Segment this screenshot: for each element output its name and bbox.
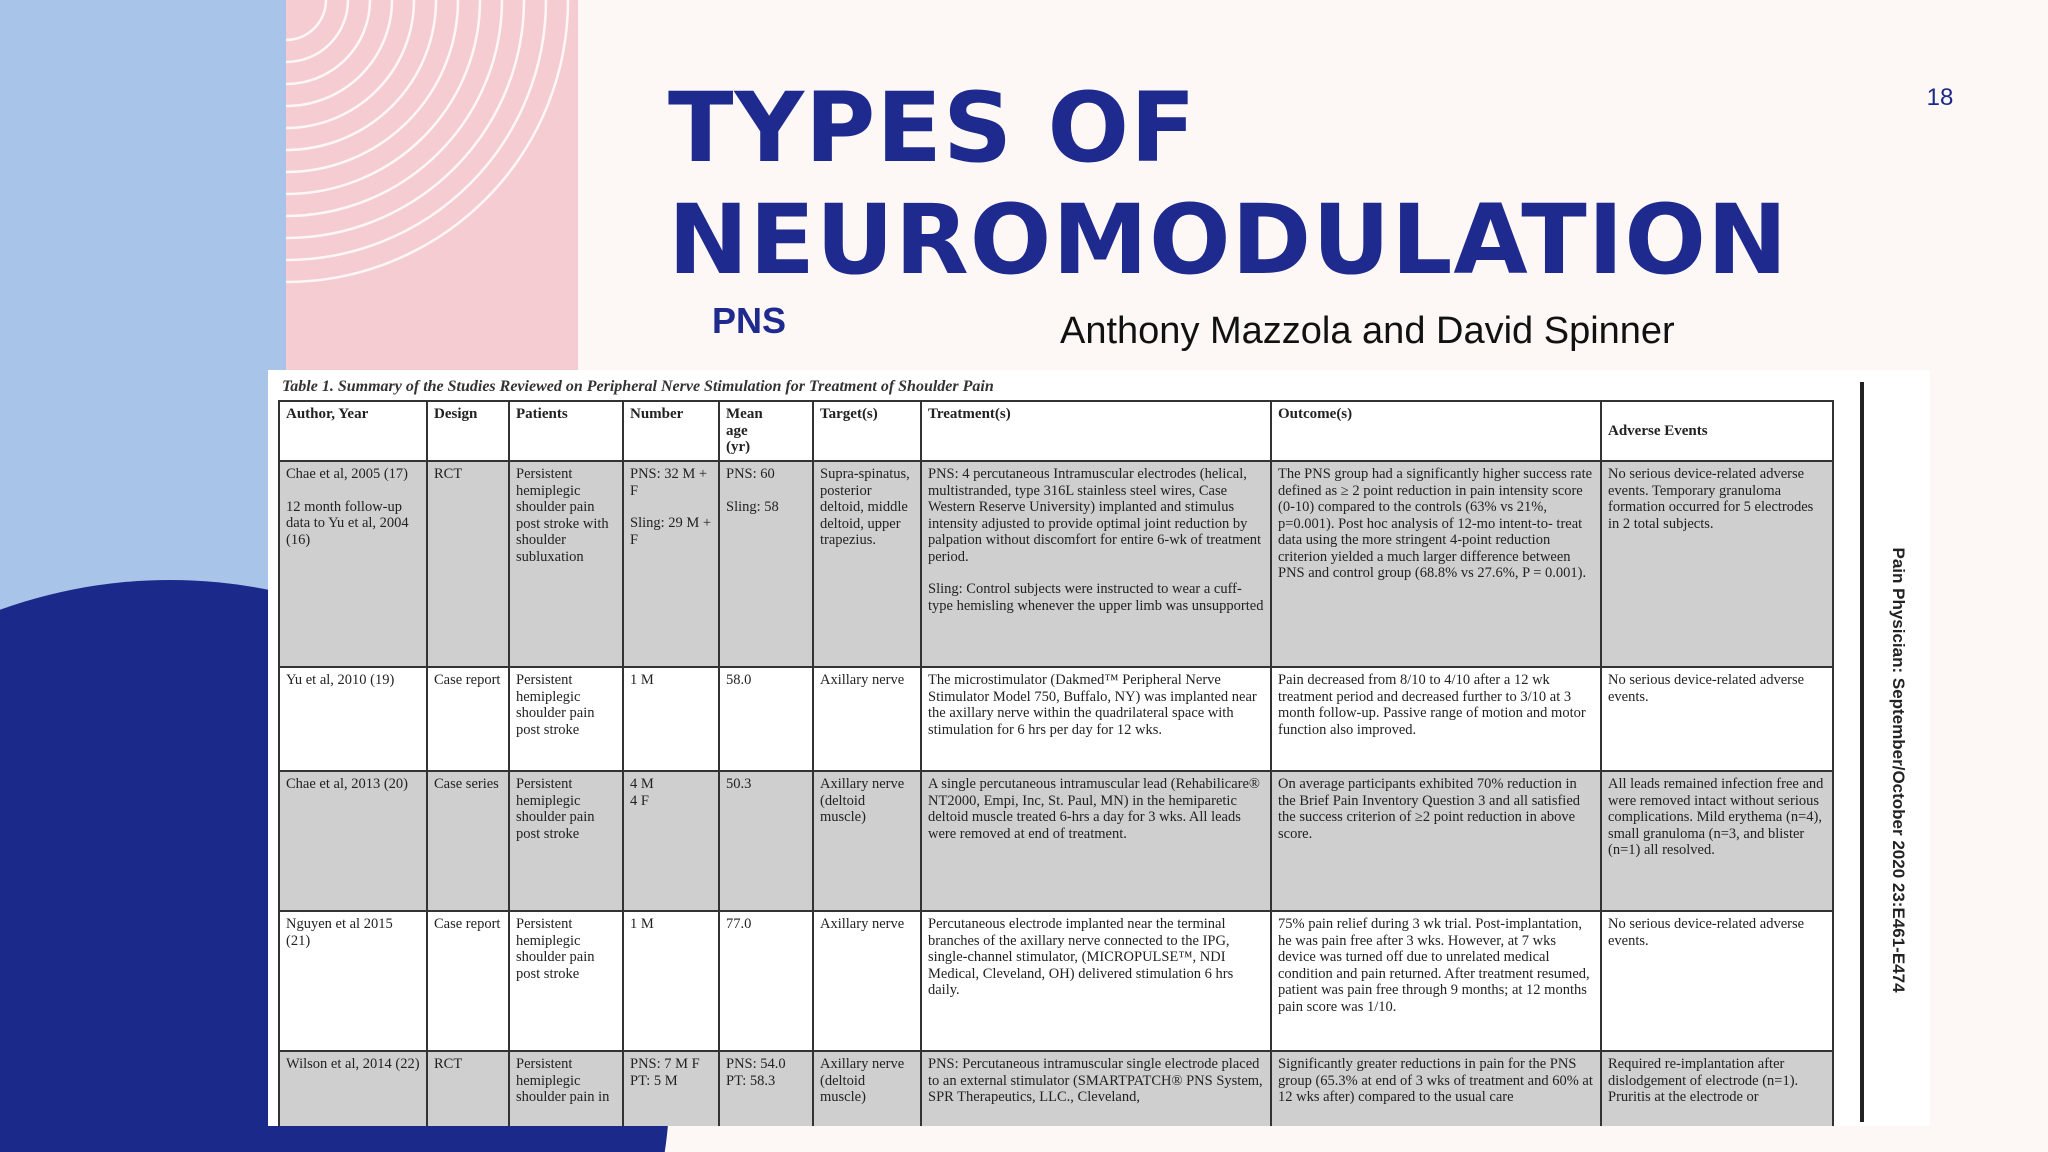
journal-citation-text: Pain Physician: September/October 2020 23:E461-E474 xyxy=(1889,547,1908,993)
cell-outcome: 75% pain relief during 3 wk trial. Post-implantation, he was pain free after 3 wks. However, at 7 wks device was turned off due to unrelated medical condition and pain returned. After treatment resumed, patient was pain free through 9 months; at 12 months pain score was 1/10. xyxy=(1271,911,1601,1051)
cell-outcome: Pain decreased from 8/10 to 4/10 after a 12 wk treatment period and decreased further to 3/10 at 3 month follow-up. Passive range of motion and motor function also improved. xyxy=(1271,667,1601,771)
header-age-line-1: Mean xyxy=(726,406,763,422)
cell-number-a: PNS: 7 M F xyxy=(630,1056,700,1072)
cell-outcome: On average participants exhibited 70% reduction in the Brief Pain Inventory Question 3 and all satisfied the success criterion of ≥2 point reduction in above score. xyxy=(1271,771,1601,911)
slide-title xyxy=(668,72,1948,296)
cell-age-b: PT: 58.3 xyxy=(726,1072,776,1089)
cell-age xyxy=(719,461,813,667)
cell-treatment: PNS: Percutaneous intramuscular single electrode placed to an external stimulator (SMARTPATCH® PNS System, SPR Therapeutics, LLC., Cleveland, xyxy=(921,1051,1271,1126)
cell-adverse: No serious device-related adverse events. xyxy=(1601,911,1833,1051)
cell-number xyxy=(623,461,719,667)
page-number: 18 xyxy=(1926,84,1954,111)
cell-age: 58.0 xyxy=(719,667,813,771)
table-row xyxy=(279,911,1833,1051)
title-line-1: TYPES OF xyxy=(668,72,1197,184)
cell-author: Chae et al, 2013 (20) xyxy=(279,771,427,911)
cell-adverse: No serious device-related adverse events. xyxy=(1601,667,1833,771)
cell-number: 1 M xyxy=(623,911,719,1051)
header-adverse: Adverse Events xyxy=(1601,401,1833,461)
header-patients: Patients xyxy=(509,401,623,461)
studies-table xyxy=(278,400,1834,1126)
cell-target: Axillary nerve xyxy=(813,911,921,1051)
cell-design: Case report xyxy=(427,667,509,771)
cell-design: RCT xyxy=(427,1051,509,1126)
cell-number xyxy=(623,771,719,911)
table-row xyxy=(279,461,1833,667)
cell-author: Nguyen et al 2015 (21) xyxy=(279,911,427,1051)
cell-adverse: No serious device-related adverse events. Temporary granuloma formation occurred for 5 electrodes in 2 total subjects. xyxy=(1601,461,1833,667)
slide-authors: Anthony Mazzola and David Spinner xyxy=(1060,310,1675,352)
cell-age: 77.0 xyxy=(719,911,813,1051)
cell-treatment: The microstimulator (Dakmed™ Peripheral Nerve Stimulator Model 750, Buffalo, NY) was implanted near the axillary nerve within the quadrilateral space with stimulation for 6 hrs per day for 12 wks. xyxy=(921,667,1271,771)
header-treatment: Treatment(s) xyxy=(921,401,1271,461)
cell-number-b: Sling: 29 M + F xyxy=(630,515,712,548)
journal-citation xyxy=(1889,547,1918,993)
cell-target: Axillary nerve (deltoid muscle) xyxy=(813,771,921,911)
cell-outcome: The PNS group had a significantly higher success rate defined as ≥ 2 point reduction in pain intensity score (0-10) compared to the controls (63% vs 21%, p=0.001). Post hoc analysis of 12-mo intent-to- treat data using the more stringent 4-point reduction criterion yielded a much larger difference between PNS and control group (68.8% vs 27.6%, P = 0.001). xyxy=(1271,461,1601,667)
cell-patients: Persistent hemiplegic shoulder pain post stroke xyxy=(509,771,623,911)
cell-treatment-b: Sling: Control subjects were instructed to wear a cuff-type hemisling whenever the upper limb was unsupported xyxy=(928,581,1264,614)
header-target: Target(s) xyxy=(813,401,921,461)
cell-treatment-a: PNS: 4 percutaneous Intramuscular electrodes (helical, multistranded, type 316L stainless steel wires, Case Western Reserve University) implanted and stimulus intensity adjusted to provide optimal joint reduction by palpation without discomfort for entire 6-wk of treatment period. xyxy=(928,466,1262,565)
concentric-arcs-decoration xyxy=(286,0,578,420)
table-image xyxy=(268,370,1930,1126)
cell-target: Supra-spinatus, posterior deltoid, middle deltoid, upper trapezius. xyxy=(813,461,921,667)
header-age-line-2: age xyxy=(726,422,748,439)
header-outcome: Outcome(s) xyxy=(1271,401,1601,461)
cell-number-b: 4 F xyxy=(630,792,649,809)
cell-number-b: PT: 5 M xyxy=(630,1072,678,1089)
cell-author: Wilson et al, 2014 (22) xyxy=(279,1051,427,1126)
header-author: Author, Year xyxy=(279,401,427,461)
cell-adverse: Required re-implantation after dislodgement of electrode (n=1). Pruritis at the electrode or xyxy=(1601,1051,1833,1126)
cell-author-primary: Chae et al, 2005 (17) xyxy=(286,466,409,482)
header-design: Design xyxy=(427,401,509,461)
slide-subtitle: PNS xyxy=(712,300,787,341)
cell-outcome: Significantly greater reductions in pain for the PNS group (65.3% at end of 3 wks of treatment and 60% at 12 wks after) compared to the usual care xyxy=(1271,1051,1601,1126)
header-age-line-3: (yr) xyxy=(726,439,751,455)
cell-author: Yu et al, 2010 (19) xyxy=(279,667,427,771)
cell-design: RCT xyxy=(427,461,509,667)
cell-author xyxy=(279,461,427,667)
cell-patients: Persistent hemiplegic shoulder pain post stroke xyxy=(509,667,623,771)
cell-age xyxy=(719,1051,813,1126)
cell-age: 50.3 xyxy=(719,771,813,911)
cell-number-a: PNS: 32 M + F xyxy=(630,466,708,499)
table-caption: Table 1. Summary of the Studies Reviewed on Peripheral Nerve Stimulation for Treatment of Shoulder Pain xyxy=(282,378,994,395)
cell-design: Case report xyxy=(427,911,509,1051)
cell-target: Axillary nerve xyxy=(813,667,921,771)
cell-treatment: A single percutaneous intramuscular lead (Rehabilicare® NT2000, Empi, Inc, St. Paul, MN) in the hemiparetic deltoid muscle treated 6-hrs a day for 3 wks. All leads were removed at end of treatment. xyxy=(921,771,1271,911)
cell-target: Axillary nerve (deltoid muscle) xyxy=(813,1051,921,1126)
cell-treatment xyxy=(921,461,1271,667)
cell-age-b: Sling: 58 xyxy=(726,498,779,515)
table-row xyxy=(279,1051,1833,1126)
cell-patients: Persistent hemiplegic shoulder pain post stroke xyxy=(509,911,623,1051)
cell-age-a: PNS: 54.0 xyxy=(726,1056,786,1072)
title-line-2: NEUROMODULATION xyxy=(668,184,1789,296)
cell-number xyxy=(623,1051,719,1126)
cell-patients: Persistent hemiplegic shoulder pain post stroke with shoulder subluxation xyxy=(509,461,623,667)
journal-side-rule xyxy=(1860,382,1864,1122)
header-number: Number xyxy=(623,401,719,461)
header-mean-age xyxy=(719,401,813,461)
table-header-row xyxy=(279,401,1833,461)
cell-treatment: Percutaneous electrode implanted near the terminal branches of the axillary nerve connected to the IPG, single-channel stimulator, (MICROPULSE™, NDI Medical, Cleveland, OH) delivered stimulation 6 hrs daily. xyxy=(921,911,1271,1051)
table-row xyxy=(279,667,1833,771)
table-row xyxy=(279,771,1833,911)
cell-age-a: PNS: 60 xyxy=(726,466,775,482)
cell-patients: Persistent hemiplegic shoulder pain in xyxy=(509,1051,623,1126)
cell-design: Case series xyxy=(427,771,509,911)
cell-number: 1 M xyxy=(623,667,719,771)
cell-adverse: All leads remained infection free and were removed intact without serious complications. Mild erythema (n=4), small granuloma (n=3, and blister (n=1) all resolved. xyxy=(1601,771,1833,911)
cell-author-note: 12 month follow-up data to Yu et al, 2004 (16) xyxy=(286,498,409,548)
cell-number-a: 4 M xyxy=(630,776,654,792)
